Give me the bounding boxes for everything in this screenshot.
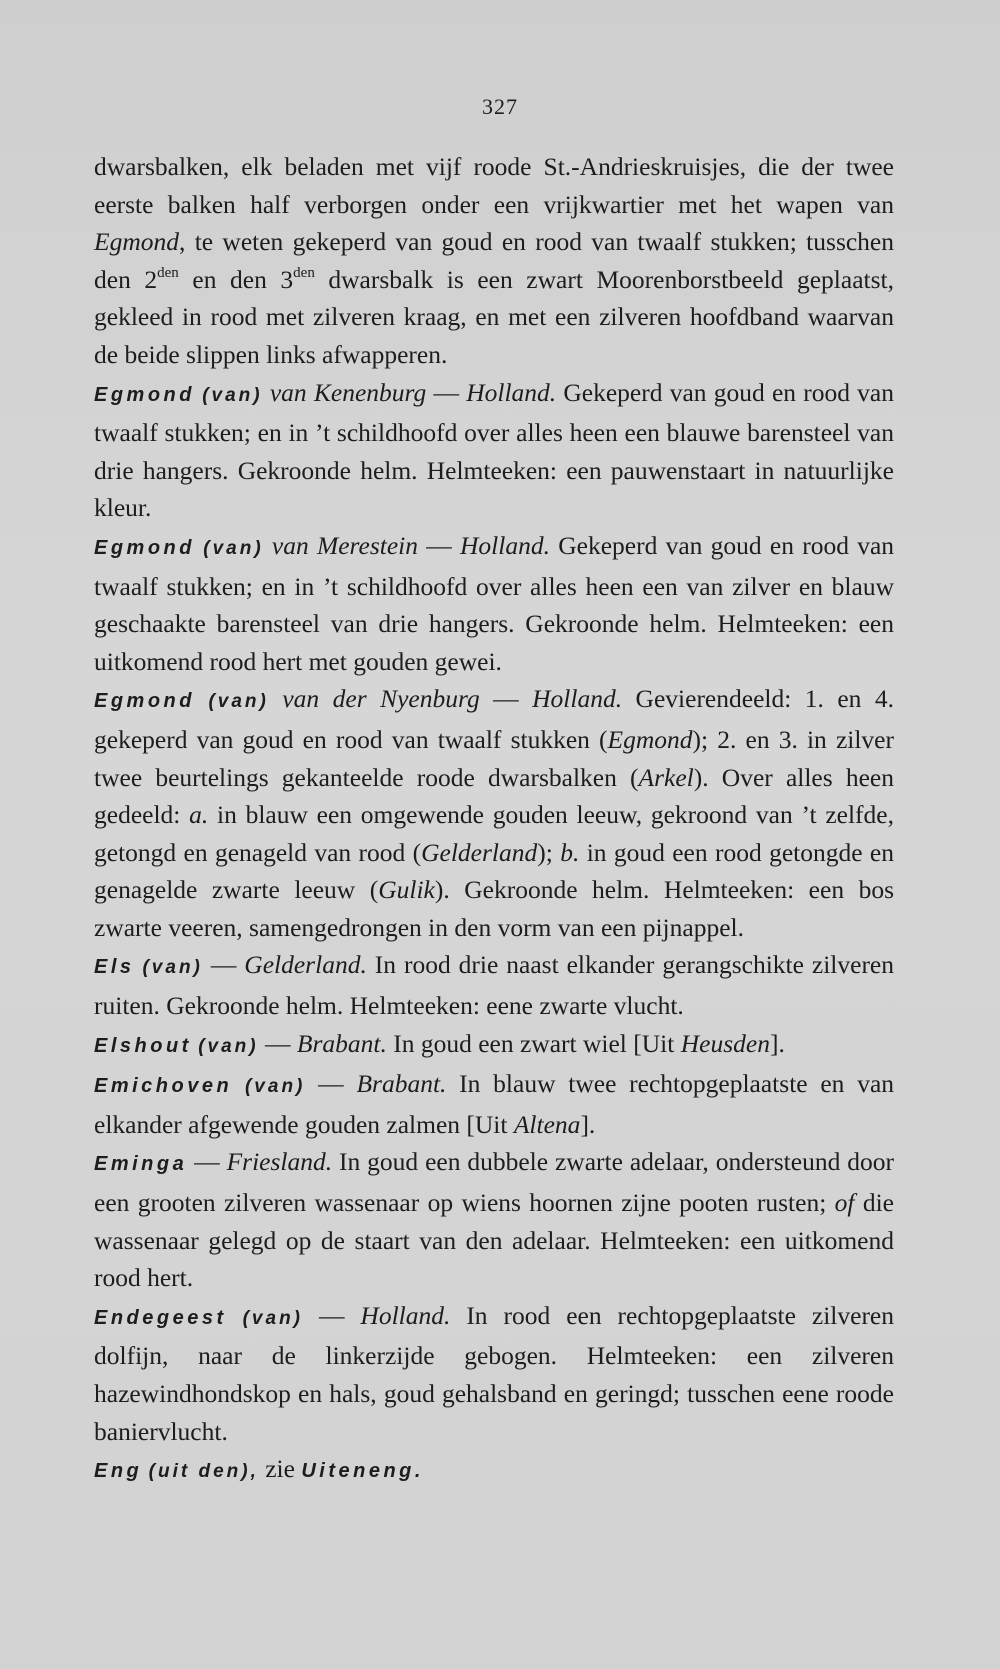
entry-egmond-merestein: Egmond (van) van Merestein — Holland. Gekeperd van goud en rood van twaalf stukken; en in ’t schildhoofd over alles heen een van zilver en blauw geschaakte barensteel van drie hangers. Gekroonde helm. Helmteeken: een uitkomend rood hert met gouden gewei. [94, 530, 895, 676]
cross-reference: Uiteneng. [301, 1460, 424, 1483]
entry-text: In rood een rechtopgeplaatste zilveren dolfijn, naar de linkerzijde gebogen. Helmteeken: een zilveren hazewindhondskop en hals, goud gehalsband en geringd; tusschen eene roode baniervlucht. [94, 1300, 894, 1446]
entry-heading: Elshout [94, 1034, 192, 1057]
entry-title: van Kenenburg [269, 377, 427, 407]
entry-particle: (van) [244, 1076, 306, 1098]
page-text [94, 148, 894, 1491]
entry-region: Gelderland. [244, 950, 367, 980]
entry-egmond-kenenburg: Egmond (van) van Kenenburg — Holland. Gekeperd van goud en rood van twaalf stukken; en in ’t schildhoofd over alles heen een blauwe barensteel van drie hangers. Gekroonde helm. Helmteeken: een pauwenstaart in natuurlijke kleur. [94, 377, 895, 523]
entry-heading: Els [94, 956, 135, 979]
entry-emichoven: Emichoven (van) — Brabant. In blauw twee rechtopgeplaatste en van elkander afgewende gouden zalmen [Uit Altena]. [94, 1069, 895, 1139]
entry-text: Gekeperd van goud en rood van twaalf stukken; en in ’t schildhoofd over alles heen een blauwe barensteel van drie hangers. Gekroonde helm. Helmteeken: een pauwenstaart in natuurlijke kleur. [94, 377, 895, 523]
entry-egmond-nyenburg: Egmond (van) van der Nyenburg — Holland. Gevierendeeld: 1. en 4. gekeperd van goud en rood van twaalf stukken (Egmond); 2. en 3. in zilver twee beurtelings gekanteelde roode dwarsbalken (Arkel). Over alles heen gedeeld: a. in blauw een omgewende gouden leeuw, gekroond van ’t zelfde, getongd en genageld van rood (Gelderland); b. in goud een rood getongde en genagelde zwarte leeuw (Gulik). Gekroonde helm. Helmteeken: een bos zwarte veeren, samengedrongen in den vorm van een pijnappel. [94, 684, 895, 942]
entry-text: In rood drie naast elkander gerangschikte zilveren ruiten. Gekroonde helm. Helmteeken: eene zwarte vlucht. [94, 950, 895, 1021]
entry-title: van der Nyenburg [282, 684, 480, 714]
entry-region: Holland. [460, 530, 550, 560]
page-number: 327 [482, 94, 518, 119]
entry-heading: Emichoven [94, 1075, 233, 1098]
entry-region: Holland. [532, 684, 623, 714]
entry-heading: Endegeest [94, 1306, 227, 1329]
entry-heading: Eng [94, 1460, 143, 1483]
entry-heading: Egmond [94, 383, 195, 406]
entry-region: Holland. [466, 377, 557, 407]
entry-eng: Eng (uit den), zie Uiteneng. [94, 1454, 424, 1484]
entry-text: Gekeperd van goud en rood van twaalf stukken; en in ’t schildhoofd over alles heen een van zilver en blauw geschaakte barensteel van drie hangers. Gekroonde helm. Helmteeken: een uitkomend rood hert met gouden gewei. [94, 530, 895, 676]
entry-region: Friesland. [226, 1147, 333, 1177]
superscript: den [293, 264, 315, 281]
entry-elshout: Elshout (van) — Brabant. In goud een zwart wiel [Uit Heusden]. [94, 1028, 785, 1058]
entry-particle: (van) [242, 1307, 304, 1329]
entry-particle: (van) [203, 537, 264, 559]
entry-els: Els (van) — Gelderland. In rood drie naast elkander gerangschikte zilveren ruiten. Gekroonde helm. Helmteeken: eene zwarte vlucht. [94, 950, 895, 1021]
entry-region: Holland. [360, 1300, 451, 1330]
entry-heading: Egmond [94, 536, 195, 559]
entry-heading: Egmond [94, 690, 195, 713]
entry-title: van Merestein [271, 530, 418, 560]
entry-particle: (van) [202, 384, 263, 406]
entry-region: Brabant. [356, 1069, 447, 1099]
italic-term: Egmond [94, 227, 179, 257]
entry-region: Brabant. [296, 1028, 387, 1058]
entry-particle: (van) [208, 691, 269, 713]
entry-particle: (uit den), [148, 1461, 259, 1483]
continued-paragraph: dwarsbalken, elk beladen met vijf roode St.-Andrieskruisjes, die der twee eerste balken half verborgen onder een vrijkwartier met het wapen van Egmond, te weten gekeperd van goud en rood van twaalf stukken; tusschen den $2^{den}$ en den $3^{den}$ dwarsbalk is een zwart Moorenborstbeeld geplaatst, gekleed in rood met zilveren kraag, en met een zilveren hoofdband waarvan de beide slippen links afwapperen. [94, 152, 894, 369]
entry-particle: (van) [198, 1035, 259, 1057]
entry-particle: (van) [142, 957, 203, 979]
entry-eminga: Eminga — Friesland. In goud een dubbele zwarte adelaar, ondersteund door een grooten zilveren wassenaar op wiens hoornen zijne pooten rusten; of die wassenaar gelegd op de staart van den adelaar. Helmteeken: een uitkomend rood hert. [94, 1147, 894, 1293]
superscript: den [157, 264, 179, 281]
entry-endegeest: Endegeest (van) — Holland. In rood een rechtopgeplaatste zilveren dolfijn, naar de linkerzijde gebogen. Helmteeken: een zilveren hazewindhondskop en hals, goud gehalsband en geringd; tusschen eene roode baniervlucht. [94, 1300, 894, 1446]
entry-heading: Eminga [94, 1153, 188, 1176]
